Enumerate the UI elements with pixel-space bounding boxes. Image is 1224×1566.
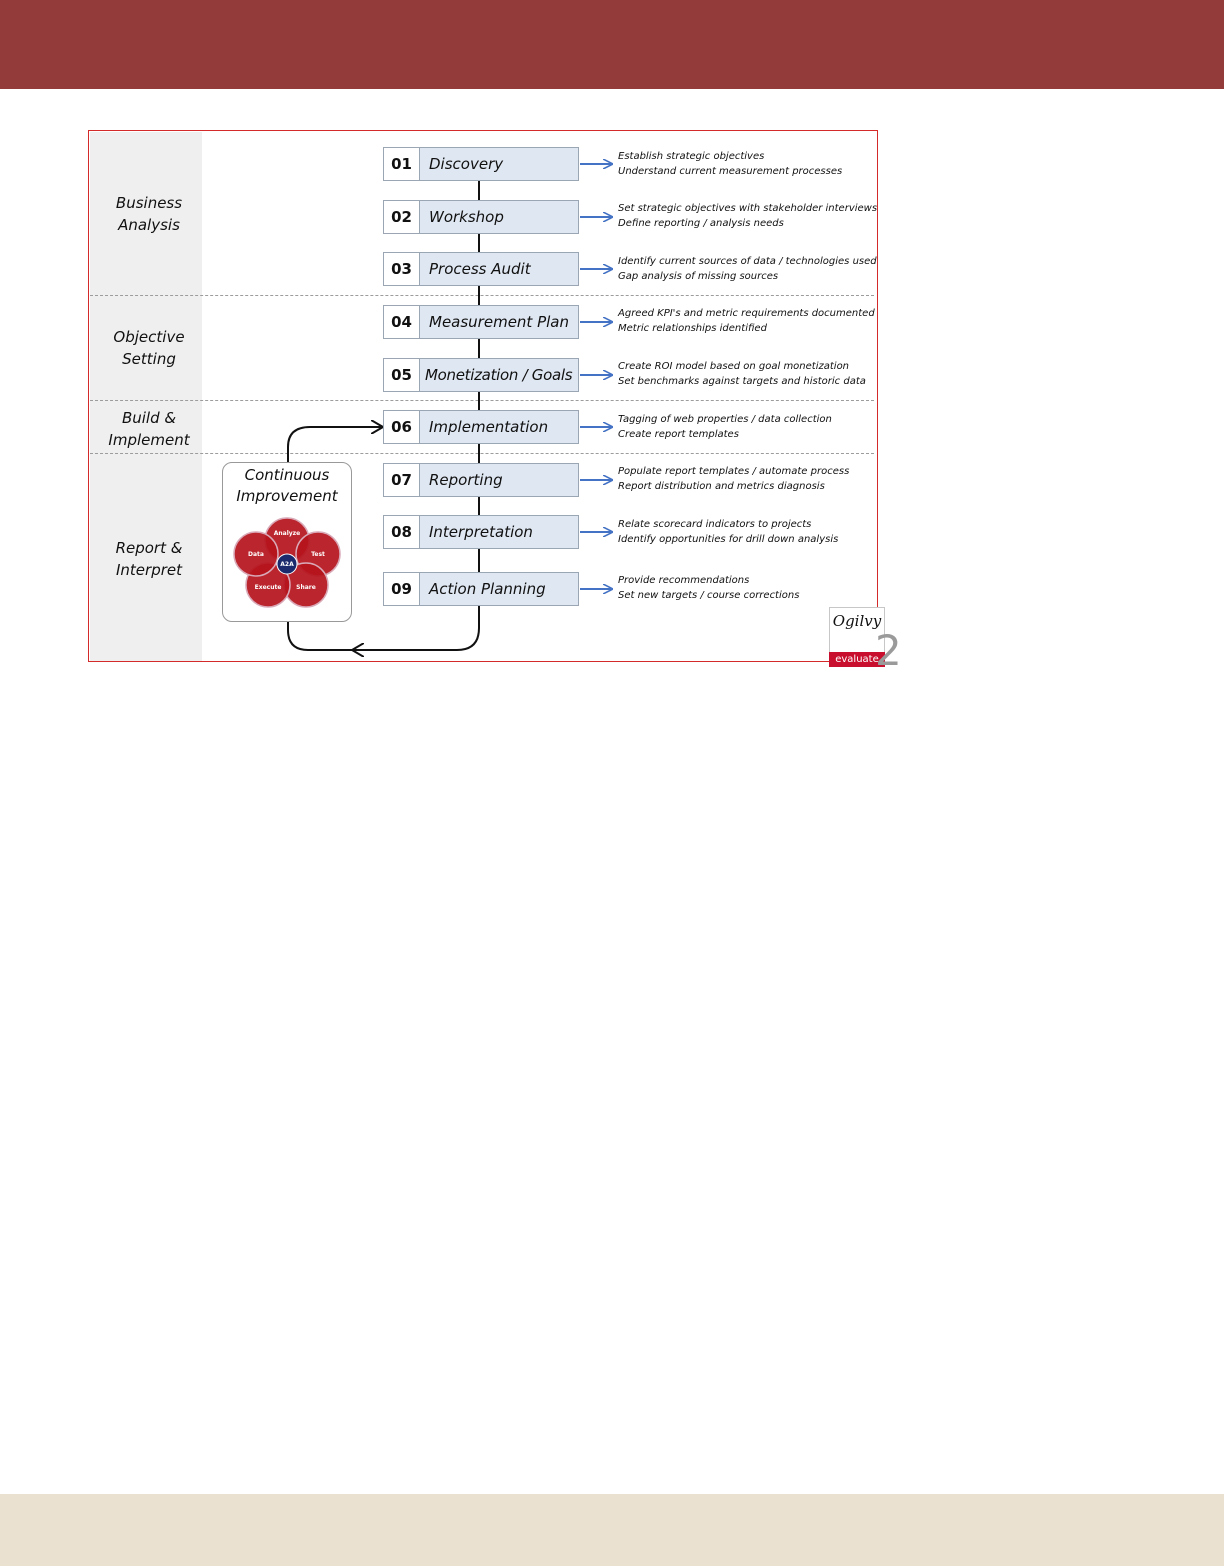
step-number: 08	[384, 516, 420, 548]
petal-label-analyze: Analyze	[273, 530, 301, 537]
step-description-05: Create ROI model based on goal monetization Set benchmarks against targets and historic data	[618, 361, 866, 387]
step-name: Interpretation	[420, 516, 578, 548]
a2a-cycle-graphic	[222, 510, 352, 610]
step-number: 01	[384, 148, 420, 180]
step-number: 03	[384, 253, 420, 285]
a2a-center-label: A2A	[280, 561, 294, 568]
petal-label-data: Data	[248, 551, 264, 558]
step-name: Workshop	[420, 201, 578, 233]
logo-signature: Ogilvy	[832, 612, 882, 630]
step-name: Implementation	[420, 411, 578, 443]
step-description-04: Agreed KPI's and metric requirements documented Metric relationships identified	[618, 308, 875, 334]
step-description-03: Identify current sources of data / technologies used Gap analysis of missing sources	[618, 256, 877, 282]
step-number: 04	[384, 306, 420, 338]
loop-to-implementation-arrow	[288, 427, 383, 462]
step-06	[383, 410, 579, 444]
step-description-06: Tagging of web properties / data collection Create report templates	[618, 414, 832, 440]
step-number: 06	[384, 411, 420, 443]
logo-number: 2	[875, 626, 902, 675]
phase-label-objective-setting: Objective Setting	[113, 328, 185, 368]
step-03	[383, 252, 579, 286]
step-05	[383, 358, 579, 392]
step-04	[383, 305, 579, 339]
step-number: 02	[384, 201, 420, 233]
step-08	[383, 515, 579, 549]
step-name: Process Audit	[420, 253, 578, 285]
continuous-improvement-title: Continuous Improvement	[236, 466, 338, 505]
step-02	[383, 200, 579, 234]
phase-label-report-interpret: Report & Interpret	[115, 539, 183, 579]
step-name: Measurement Plan	[420, 306, 578, 338]
petal-label-execute: Execute	[254, 584, 282, 591]
step-name: Monetization / Goals	[420, 359, 578, 391]
petal-label-share: Share	[296, 584, 316, 591]
step-description-08: Relate scorecard indicators to projects Identify opportunities for drill down analysis	[618, 519, 839, 545]
phase-label-business-analysis: Business Analysis	[115, 194, 183, 234]
step-name: Reporting	[420, 464, 578, 496]
loop-bottom-line	[288, 622, 352, 650]
step-name: Discovery	[420, 148, 578, 180]
step-number: 05	[384, 359, 420, 391]
phase-label-build-implement: Build & Implement	[108, 409, 190, 449]
petal-label-test: Test	[311, 551, 325, 558]
step-arrows	[580, 164, 612, 589]
step-01	[383, 147, 579, 181]
step-description-07: Populate report templates / automate process Report distribution and metrics diagnosis	[618, 466, 850, 492]
step-description-01: Establish strategic objectives Understand current measurement processes	[618, 151, 843, 177]
logo-evaluate-band: evaluate	[829, 652, 885, 667]
step-number: 07	[384, 464, 420, 496]
footer-bar	[0, 1494, 1224, 1566]
step-09	[383, 572, 579, 606]
step-description-09: Provide recommendations Set new targets / course corrections	[618, 575, 800, 601]
loop-return-arrow	[352, 605, 479, 650]
step-description-02: Set strategic objectives with stakeholder interviews Define reporting / analysis needs	[618, 203, 878, 229]
step-07	[383, 463, 579, 497]
step-name: Action Planning	[420, 573, 578, 605]
step-number: 09	[384, 573, 420, 605]
